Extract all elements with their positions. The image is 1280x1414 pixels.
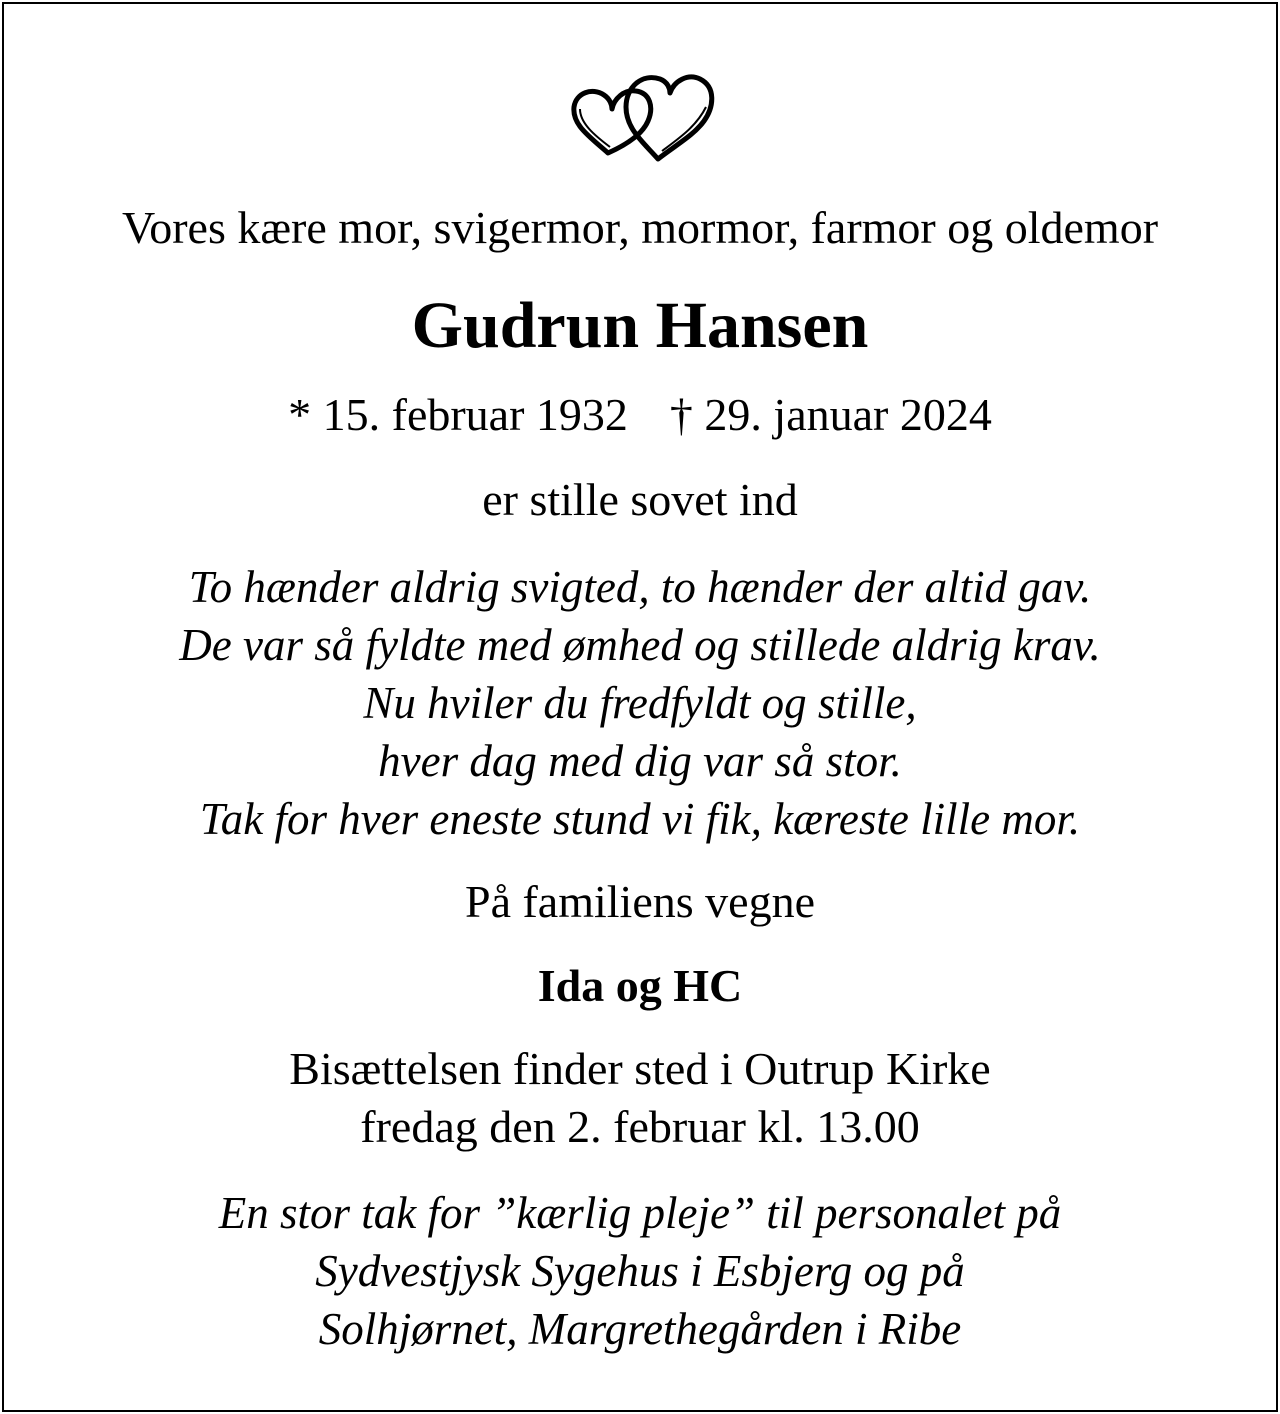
funeral-line: Bisættelsen finder sted i Outrup Kirke: [289, 1043, 991, 1094]
birth-date: * 15. februar 1932: [288, 389, 628, 440]
death-date: † 29. januar 2024: [669, 389, 992, 440]
funeral-line: fredag den 2. februar kl. 13.00: [360, 1101, 920, 1152]
thanks-line: Solhjørnet, Margrethegården i Ribe: [318, 1304, 962, 1354]
poem-line: Tak for hver eneste stund vi fik, kæreste lille mor.: [199, 794, 1081, 844]
poem-line: Nu hviler du fredfyldt og stille,: [363, 678, 917, 728]
poem-line: De var så fyldte med ømhed og stillede aldrig krav.: [179, 620, 1101, 670]
passed-text: er stille sovet ind: [482, 474, 798, 525]
life-dates: [0, 385, 1280, 445]
poem-line: hver dag med dig var så stor.: [378, 736, 902, 786]
thanks-text: [0, 1184, 1280, 1358]
double-hearts-icon: [560, 55, 720, 167]
funeral-info: [0, 1040, 1280, 1156]
signers: Ida og HC: [537, 960, 743, 1011]
deceased-name: Gudrun Hansen: [411, 289, 869, 362]
thanks-line: En stor tak for ”kærlig pleje” til personalet på: [218, 1188, 1062, 1238]
intro-text: Vores kære mor, svigermor, mormor, farmor og oldemor: [121, 202, 1159, 253]
poem: [0, 558, 1280, 848]
thanks-line: Sydvestjysk Sygehus i Esbjerg og på: [315, 1246, 965, 1296]
poem-line: To hænder aldrig svigted, to hænder der altid gav.: [188, 562, 1092, 612]
on-behalf-text: På familiens vegne: [464, 876, 815, 927]
